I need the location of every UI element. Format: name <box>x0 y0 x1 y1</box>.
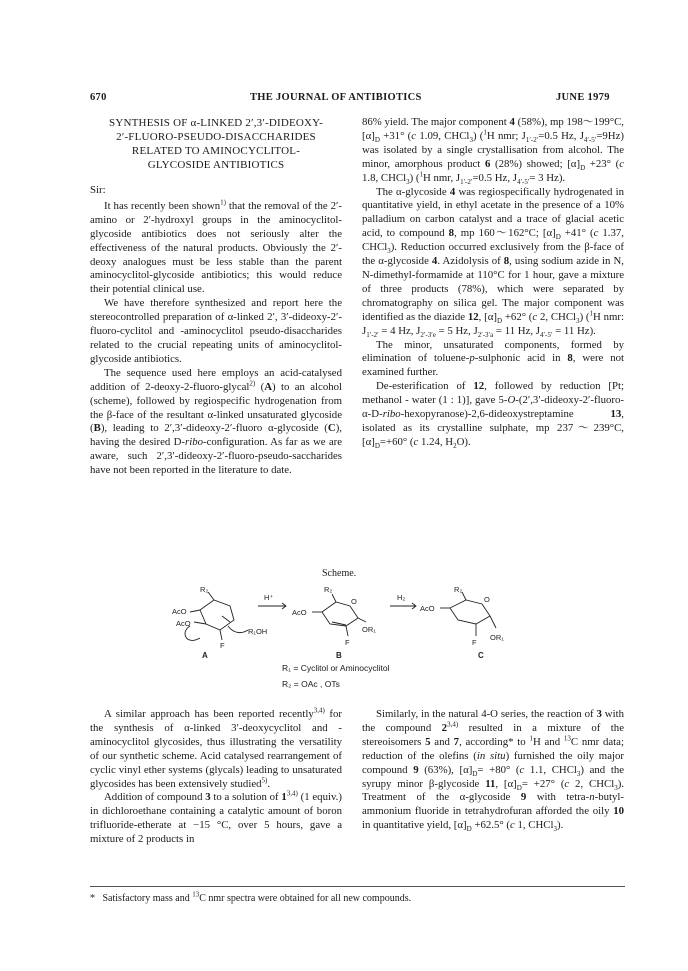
paragraph-r4: De-esterification of 12, followed by reduction [Pt; methanol - water (1 : 1)], gave 5-O-(2′,3′-dideoxy-2′-fluoro-α-D-ribo-hexopyranose)-2,6-dideoxystreptamine 13, isolated as its crystalline sulphate, mp 237～239°C, $[\alpha]_D=+60^\circ$ (c 1.24, $H_2O$). <box>362 380 624 450</box>
c-aco-label: AcO <box>420 604 435 613</box>
scheme-legend-r1: R₁ = Cyclitol or Aminocyclitol <box>282 663 390 673</box>
b-r2-label: R₂ <box>324 585 333 594</box>
footnote-rule <box>90 886 625 887</box>
paragraph-b1: A similar approach has been reported recently$^{3,4)}$ for the synthesis of α-linked 3′-deoxycyclitol and -aminocyclitol glycosides, thus illustrating the versatility of our synthetic scheme. Acid catalysed rearrangement of cyclic vinyl ether systems (glycals) leading to unsaturated glycosides has been extensively studied$^{5)}$. <box>90 706 342 790</box>
paragraph-r3: The minor, unsaturated components, formed by elimination of toluene-p-sulphonic acid in 8, were not examined further. <box>362 338 625 379</box>
compound-label-b: B <box>336 651 342 660</box>
scheme-caption: Scheme. <box>322 568 357 579</box>
arrow-1-label: H⁺ <box>264 593 274 602</box>
left-column <box>90 116 342 478</box>
b-aco-label: AcO <box>292 608 307 617</box>
paragraph-2: We have therefore synthesized and report here the stereocontrolled preparation of α-linked 2′, 3′-dideoxy-2′-fluoro-cyclitol and -aminocyclitol pseudo-disaccharides related to the crucial repeating units of aminocyclitol-glycoside antibiotics. <box>90 297 342 365</box>
paragraph-r2: The α-glycoside 4 was regiospecifically hydrogenated in quantitative yield, in ethyl acetate in the presence of a 10% palladium on carbon catalyst and a trace of glacial acetic acid, to compound 8, mp 160～162°C; $[\alpha]_D +41^\circ$ (c 1.37, CHCl$_3$). Reduction occurred exclusively from the β-face of the α-glycoside 4. Azidolysis of 8, using sodium azide in N, N-dimethyl-formamide at 110°C for 1 hour, gave a mixture of three products (78%), which were separated by chromatography on silica gel. The major component was identified as the diazide 12, $[\alpha]_D +62^\circ$ (c 2, CHCl$_3$) ($^1$H nmr: $J_{1'-2'} = 4$ Hz, $J_{2'-3'e} = 5$ Hz, $J_{2'-3'a} = 11$ Hz, $J_{4'-5'} = 11$ Hz). <box>362 185 625 339</box>
article-title-line-2: 2′-FLUORO-PSEUDO-DISACCHARIDES <box>116 131 316 143</box>
compound-label-a: A <box>202 651 208 660</box>
b-o-label: O <box>351 597 357 606</box>
a-aco-label-1: AcO <box>172 607 187 616</box>
article-title-line-1: SYNTHESIS OF α-LINKED 2′,3′-DIDEOXY- <box>109 117 323 129</box>
c-r2-label: R₂ <box>454 585 463 594</box>
b-or1-label: OR₁ <box>362 625 376 634</box>
scheme-legend-r2: R₂ = OAc , OTs <box>282 679 340 689</box>
journal-title: THE JOURNAL OF ANTIBIOTICS <box>250 92 422 103</box>
a-r2-label: R₂ <box>200 585 209 594</box>
bottom-right-column <box>362 708 624 833</box>
salutation: Sir: <box>90 184 106 196</box>
c-f-label: F <box>472 638 477 647</box>
arrow-2-label: H₂ <box>397 593 406 602</box>
c-o-label: O <box>484 595 490 604</box>
c-or1-label: OR₁ <box>490 633 504 642</box>
article-title-line-3: RELATED TO AMINOCYCLITOL- <box>131 145 301 157</box>
a-reagent-label: R₁OH <box>248 627 268 636</box>
paragraph-c1: Similarly, in the natural 4-O series, the reaction of 3 with the compound 2$^{3,4)}$ resulted in a mixture of the stereoisomers 5 and 7, according* to $^1$H and $^{13}$C nmr data; reduction of the olefins (in situ) furnished the oily major compound 9 (63%), $[\alpha]_D= +80^\circ$ (c 1.1, CHCl$_3$) and the syrupy minor β-glycoside 11, $[\alpha]_D= +27^\circ$ (c 2, CHCl$_3$). Treatment of the α-glycoside 9 with tetra-n-butyl-ammonium fluoride in tetrahydrofuran afforded the oily 10 in quantitative yield, $[\alpha]_D +62.5^\circ$ (c 1, CHCl$_3$). <box>362 708 625 834</box>
a-aco-label-2: AcO <box>176 619 191 628</box>
page-number: 670 <box>90 92 107 103</box>
b-f-label: F <box>345 638 350 647</box>
curved-arrow-A <box>185 626 200 640</box>
right-column <box>362 116 624 450</box>
reaction-scheme <box>150 582 550 660</box>
a-f-label: F <box>220 641 225 650</box>
paragraph-r1: 86% yield. The major component 4 (58%), mp 198～199°C, $[\alpha]_D +31^\circ$ (c 1.09, CHCl$_3$) ($^1$H nmr; $J_{1'-2'}=0.5$ Hz, $J_{4'-5'}=9Hz$) was isolated by a single crystallisation from alcohol. The minor, amorphous product 6 (28%) showed; $[\alpha]_D +23^\circ$ (c 1.8, CHCl$_3$) ($^1$H nmr, $J_{1'-2'}=0.5$ Hz, $J_{4'-5'}= 3$ Hz). <box>362 116 625 186</box>
issue-date: JUNE 1979 <box>556 92 610 103</box>
compound-label-c: C <box>478 651 484 660</box>
paragraph-b2: Addition of compound 3 to a solution of 1$^{3,4)}$ (1 equiv.) in dichloroethane containing a catalytic amount of boron trifluoride-etherate at −15 °C, over 5 hours, gave a mixture of 2 products in <box>90 789 342 846</box>
bottom-left-column <box>90 708 342 847</box>
article-title-line-4: GLYCOSIDE ANTIBIOTICS <box>147 159 285 171</box>
footnote: * Satisfactory mass and $^{13}$C nmr spectra were obtained for all new compounds. <box>90 890 412 904</box>
paragraph-3: The sequence used here employs an acid-catalysed addition of 2-deoxy-2-fluoro-glycal$^{2)}$ (A) to an alcohol (scheme), followed by regiospecific hydrogenation from the β-face of the resultant α-linked unsaturated glycoside (B), leading to 2′,3′-dideoxy-2′-fluoro α-glycoside (C), having the desired D-ribo-configuration. As far as we are aware, such 2′,3′-dideoxy-2′-fluoro-pseudo-saccharides have not been reported in the literature to date. <box>90 366 343 477</box>
glycal-ring-A <box>200 600 234 630</box>
paragraph-1: It has recently been shown$^{1)}$ that the removal of the 2′-amino or 2′-hydroxyl groups in the aminocyclitol-glycoside antibiotics does not seriously alter the effectiveness of the natural products. Obviously the 2′-deoxy analogues must be less stable than the parent aminocyclitol-glycoside antibiotics; this would reduce their potential clinical use. <box>90 198 342 296</box>
